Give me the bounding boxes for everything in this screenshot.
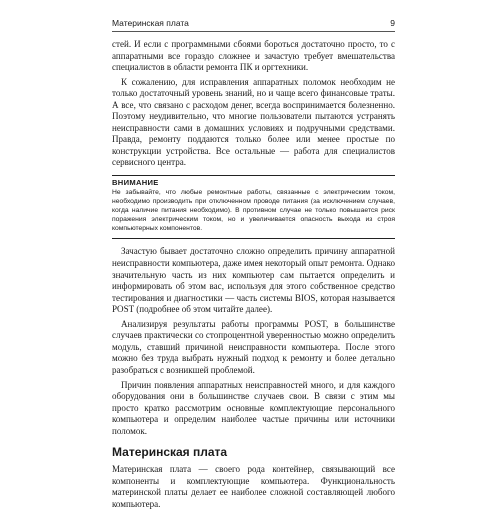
paragraph: стей. И если с программными сбоями бороться достаточно просто, то с аппаратными все гораздо сложнее и зачастую требует вмешательства специалистов в области ремонта ПК и оргтехники. xyxy=(112,39,395,73)
paragraph: Причин появления аппаратных неисправностей много, и для каждого оборудования они в большинстве случаев свои. В связи с этим мы просто кратко рассмотрим основные комплектующие персонального компьютера и определим наиболее частые причины или источники поломок. xyxy=(112,379,395,436)
section-heading: Материнская плата xyxy=(112,445,228,460)
body-text xyxy=(112,246,395,437)
warning-title: ВНИМАНИЕ xyxy=(112,178,159,188)
book-page xyxy=(112,18,395,510)
warning-box xyxy=(112,175,395,239)
paragraph: Зачастую бывает достаточно сложно определить причину аппаратной неисправности компьютера, даже имея некоторый опыт ремонта. Однако значительную часть из них компьютер сам пытается определить и информировать об этом вас, используя для этого собственное средство тестирования и диагностики — часть системы BIOS, которая называется POST (подробнее об этом читайте далее). xyxy=(112,246,395,315)
running-header xyxy=(112,18,395,32)
paragraph: Анализируя результаты работы программы POST, в большинстве случаев практически со стопроцентной уверенностью можно определить модуль, ставший причиной неисправности компьютера. После этого можно без труда выбрать нужный подход к ремонту и более детально разобраться с возникшей проблемой. xyxy=(112,318,395,375)
page-number: 9 xyxy=(390,18,395,28)
paragraph: К сожалению, для исправления аппаратных поломок необходим не только достаточный уровень знаний, но и чаще всего финансовые траты. А все, что связано с расходом денег, всегда воспринимается болезненно. Поэтому неудивительно, что многие пользователи пытаются устранять неисправности сами в домашних условиях и подручными средствами. Правда, ремонту поддаются только более или менее простые по конструкции устройства. Все остальные — работа для специалистов сервисного центра. xyxy=(112,76,395,168)
section-paragraph: Материнская плата — своего рода контейнер, связывающий все компоненты и комплектующие компьютера. Функциональность материнской платы делает ее наиболее сложной составляющей любого компьютера. xyxy=(112,464,395,509)
warning-text: Не забывайте, что любые ремонтные работы, связанные с электрическим током, необходимо производить при отключенном проводе питания (за исключением случаев, когда наличие питания необходимо). В противном случае не только повышается риск поражения электрическим током, но и увеличивается опасность выхода из строя компьютерных компонентов. xyxy=(112,188,395,239)
body-text xyxy=(112,39,395,169)
running-title: Материнская плата xyxy=(112,18,189,28)
